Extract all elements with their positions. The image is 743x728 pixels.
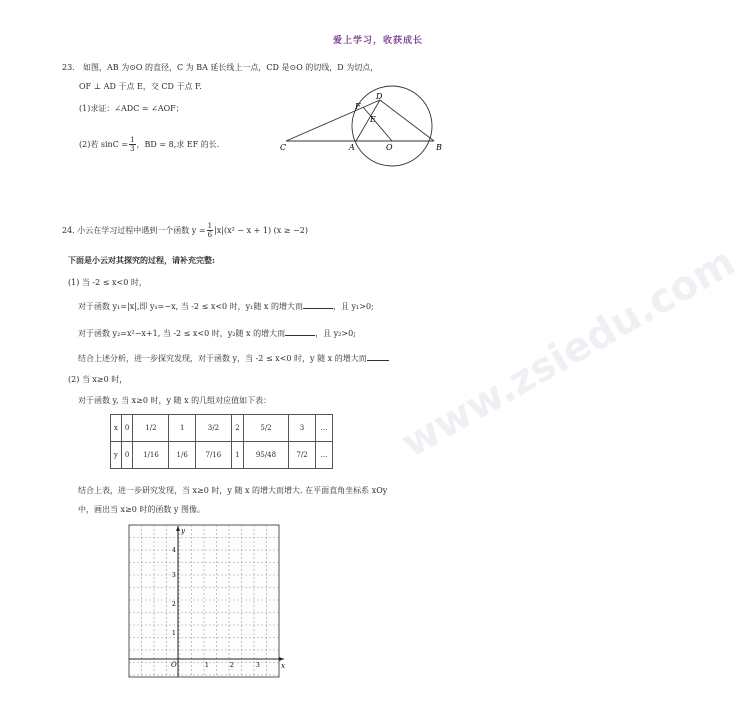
origin-label: O	[171, 661, 177, 669]
fraction-denominator: 3	[130, 145, 135, 153]
x-axis-arrow	[279, 657, 284, 661]
circle-o	[352, 86, 432, 166]
q24-conclusion: 结合上表，进一步研究发现，当 x≥0 时，y 随 x 的增大而增大. 在平面直角坐标系 xOy	[78, 486, 388, 495]
y-tick-label: 2	[172, 601, 176, 608]
q23-part2-pre: (2)若 sinC =	[79, 139, 129, 149]
q23-line1: 如图，AB 为⊙O 的直径，C 为 BA 延长线上一点，CD 是⊙O 的切线，D 为切点，	[83, 63, 379, 72]
q23-circle-figure	[276, 92, 446, 154]
table-cell: 1/6	[169, 442, 195, 469]
q24-f2-tail: ，且 y₂>0;	[315, 329, 356, 338]
table-cell: 5/2	[243, 415, 289, 442]
label-b: B	[436, 143, 442, 152]
tangent-cd	[286, 100, 380, 141]
table-cell: 7/16	[195, 442, 231, 469]
table-cell: 1	[231, 442, 243, 469]
q24-combine	[78, 353, 389, 364]
label-c: C	[280, 143, 287, 152]
x-tick-label: 2	[230, 662, 234, 669]
y-axis-label: y	[181, 527, 185, 535]
q24-instruction: 下面是小云对其探究的过程，请补充完整:	[68, 255, 215, 265]
q23-part2	[79, 136, 219, 153]
q24-fraction	[207, 222, 213, 239]
q24-conclusion2: 中，画出当 x≥0 时的函数 y 图像。	[78, 505, 205, 514]
q24-f1-text: 对于函数 y₁=|x|,即 y₁=−x, 当 -2 ≤ x<0 时，y₁随 x 的增大而	[78, 302, 303, 311]
q24-f1	[78, 301, 374, 312]
q24-case2: (2) 当 x≥0 时，	[68, 375, 128, 384]
q24-f2-text: 对于函数 y₂=x²−x+1, 当 -2 ≤ x<0 时，y₂随 x 的增大而	[78, 329, 286, 338]
table-cell: 0	[121, 442, 133, 469]
label-d: D	[376, 92, 383, 101]
q23-number: 23.	[62, 63, 75, 72]
watermark-text: www.zsiedu.com	[393, 238, 743, 468]
coordinate-grid[interactable]	[126, 522, 292, 684]
q24-f1-tail: ，且 y₁>0;	[333, 302, 374, 311]
table-cell: 95/48	[243, 442, 289, 469]
chord-db	[380, 100, 434, 141]
table-cell: 7/2	[289, 442, 315, 469]
q24-case1: (1) 当 -2 ≤ x<0 时，	[68, 278, 147, 287]
fraction-denominator: 6	[207, 231, 213, 239]
table-cell: y	[111, 442, 122, 469]
label-f: F	[355, 102, 361, 111]
table-cell: 1/2	[133, 415, 169, 442]
answer-blank-f2[interactable]	[285, 328, 315, 336]
table-row-y	[111, 442, 333, 469]
q24-table-intro: 对于函数 y, 当 x≥0 时，y 随 x 的几组对应值如下表：	[78, 396, 272, 405]
table-row-x	[111, 415, 333, 442]
x-tick-label: 3	[256, 662, 260, 669]
values-table	[110, 414, 333, 469]
q23-sinc-fraction	[129, 136, 135, 153]
x-axis-label: x	[281, 662, 285, 670]
q24-title-pre: 24. 小云在学习过程中遇到一个函数 y =	[62, 225, 206, 235]
table-cell: 3/2	[195, 415, 231, 442]
table-cell: …	[315, 442, 332, 469]
line-of	[363, 107, 392, 141]
label-a: A	[349, 143, 355, 152]
q23-part1: (1)求证：∠ADC = ∠AOF；	[79, 104, 184, 113]
q23-line2: OF ⊥ AD 于点 E，交 CD 于点 F.	[79, 82, 202, 91]
x-tick-label: 1	[205, 662, 209, 669]
answer-blank-combine[interactable]	[367, 353, 389, 361]
table-cell: 1	[169, 415, 195, 442]
q23-part2-post: ，BD = 8,求 EF 的长.	[136, 139, 220, 149]
q24-title-post: |x|(x² − x + 1) (x ≥ −2)	[214, 225, 308, 235]
table-cell: 0	[121, 415, 133, 442]
y-tick-label: 3	[172, 572, 176, 579]
y-tick-label: 4	[172, 547, 176, 554]
table-cell: 3	[289, 415, 315, 442]
q24-f2	[78, 328, 356, 339]
q24-combine-text: 结合上述分析，进一步探究发现，对于函数 y，当 -2 ≤ x<0 时，y 随 x 的增大而	[78, 354, 367, 363]
table-cell: 1/16	[133, 442, 169, 469]
q24-title	[62, 222, 308, 239]
table-cell: …	[315, 415, 332, 442]
answer-blank-f1[interactable]	[303, 301, 333, 309]
y-tick-label: 1	[172, 630, 176, 637]
table-cell: 2	[231, 415, 243, 442]
header-motto: 爱上学习，收获成长	[333, 36, 424, 46]
fraction-numerator: 1	[207, 222, 213, 230]
label-e: E	[370, 115, 376, 124]
table-cell: x	[111, 415, 122, 442]
label-o: O	[386, 143, 393, 152]
fraction-numerator: 1	[130, 136, 135, 144]
